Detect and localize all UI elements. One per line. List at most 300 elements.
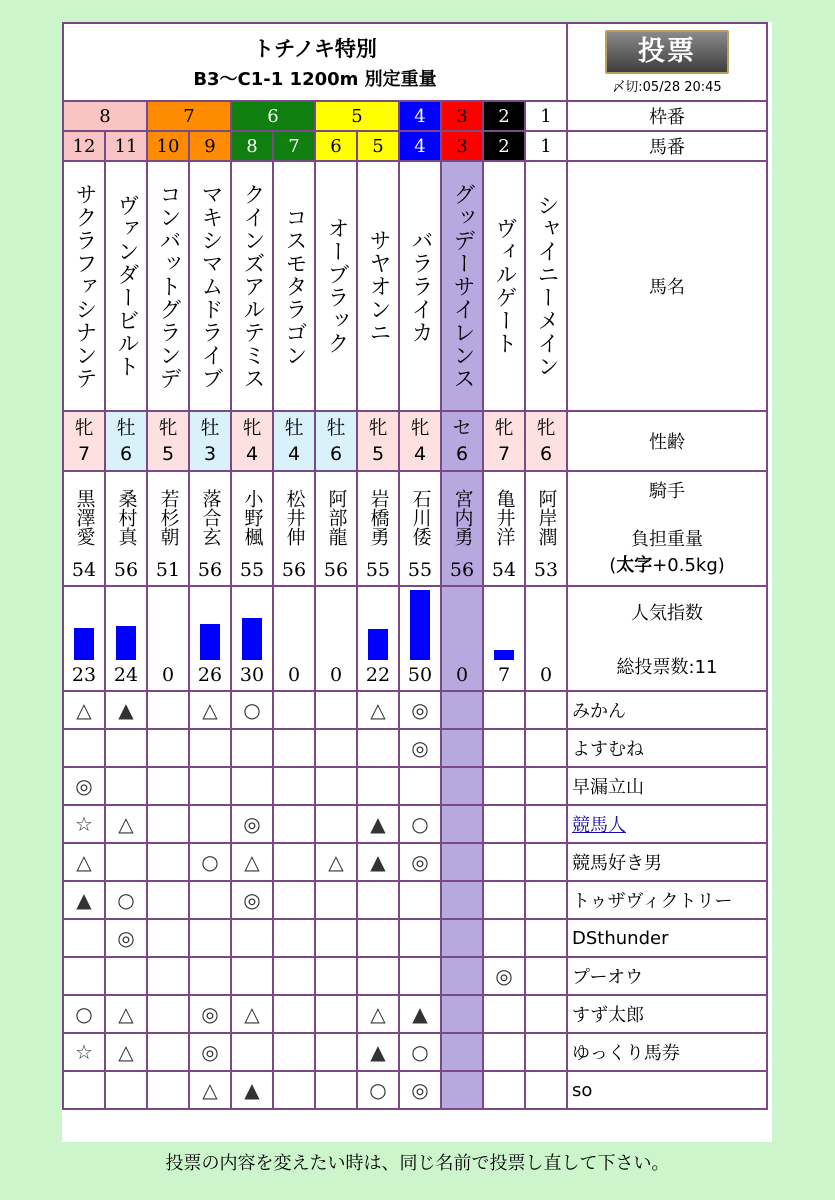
prediction-row [63, 767, 767, 805]
predictor-name: ゆっくり馬券 [572, 1043, 680, 1064]
predictor-name-cell [567, 995, 767, 1033]
horse-number: 2 [483, 131, 525, 161]
predictor-name: DSthunder [572, 927, 669, 949]
popularity-value: 0 [287, 664, 301, 686]
prediction-mark [63, 919, 105, 957]
carried-weight: 56 [197, 558, 223, 581]
prediction-mark [231, 1033, 273, 1071]
prediction-mark: △ [231, 843, 273, 881]
prediction-mark: ◎ [399, 1071, 441, 1109]
jockey-cell [441, 471, 483, 586]
prediction-mark [147, 767, 189, 805]
prediction-mark [399, 919, 441, 957]
prediction-mark: △ [315, 843, 357, 881]
predictor-name-cell [567, 729, 767, 767]
sex-age-cell [357, 411, 399, 471]
prediction-mark [441, 729, 483, 767]
horse-number-label-text: 馬番 [649, 137, 685, 158]
prediction-mark: ○ [399, 1033, 441, 1071]
prediction-mark [189, 729, 231, 767]
carried-weight: 54 [71, 558, 97, 581]
prediction-mark: △ [63, 691, 105, 729]
sex: 牡 [284, 417, 304, 439]
predictor-name: 早漏立山 [572, 777, 644, 798]
prediction-mark [483, 881, 525, 919]
frame-4: 4 [399, 101, 441, 131]
prediction-mark [273, 995, 315, 1033]
prediction-mark [147, 995, 189, 1033]
sex: 牡 [116, 417, 136, 439]
frame-6: 6 [231, 101, 315, 131]
prediction-mark: ◎ [231, 881, 273, 919]
prediction-mark: △ [105, 995, 147, 1033]
prediction-row [63, 957, 767, 995]
prediction-mark [441, 767, 483, 805]
prediction-mark [273, 805, 315, 843]
predictor-name: トゥザヴィクトリー [572, 891, 733, 912]
weight-note-rest: +0.5kg) [652, 554, 725, 576]
prediction-mark [63, 1071, 105, 1109]
popularity-cell [483, 586, 525, 691]
jockey-name: 松井伸 [283, 489, 306, 546]
predictor-name: よすむね [572, 739, 644, 760]
prediction-mark [441, 1033, 483, 1071]
prediction-mark: ◎ [231, 805, 273, 843]
horse-name[interactable]: サクラファシナンテ [72, 182, 97, 390]
jockey-label: 騎手 [649, 480, 685, 502]
prediction-mark: ◎ [399, 843, 441, 881]
popularity-cell [231, 586, 273, 691]
horse-name-cell[interactable] [357, 161, 399, 411]
popularity-value: 23 [71, 664, 97, 686]
popularity-bar [116, 626, 136, 660]
jockey-name: 阿部龍 [325, 489, 348, 546]
prediction-row [63, 843, 767, 881]
prediction-mark [147, 729, 189, 767]
prediction-mark [483, 1071, 525, 1109]
jockey-name: 桑村真 [115, 489, 138, 546]
sex: 牝 [494, 417, 514, 439]
sex-age-cell [315, 411, 357, 471]
prediction-mark: ◎ [483, 957, 525, 995]
sex-age-cell [441, 411, 483, 471]
jockey-cell [147, 471, 189, 586]
frame-label [567, 101, 767, 131]
horse-number-row [63, 131, 767, 161]
jockey-name: 宮内勇 [451, 489, 474, 546]
age: 4 [413, 443, 427, 465]
age: 4 [245, 443, 259, 465]
prediction-mark [147, 1033, 189, 1071]
prediction-mark [273, 1033, 315, 1071]
popularity-value: 24 [113, 664, 139, 686]
prediction-mark [315, 919, 357, 957]
prediction-mark: ◎ [189, 995, 231, 1033]
prediction-mark [525, 767, 567, 805]
prediction-mark [105, 843, 147, 881]
horse-name-cell[interactable] [63, 161, 105, 411]
popularity-cell [357, 586, 399, 691]
prediction-row [63, 881, 767, 919]
total-votes: 総投票数:11 [616, 656, 718, 678]
race-title-cell [63, 23, 567, 101]
vote-button[interactable]: 投票 [605, 30, 729, 74]
popularity-value: 50 [407, 664, 433, 686]
popularity-cell [315, 586, 357, 691]
prediction-mark [189, 767, 231, 805]
predictor-link[interactable]: 競馬人 [572, 815, 626, 836]
sex-age-cell [105, 411, 147, 471]
jockey-cell [357, 471, 399, 586]
prediction-mark [525, 729, 567, 767]
prediction-mark: ○ [105, 881, 147, 919]
popularity-cell [147, 586, 189, 691]
age: 3 [203, 443, 217, 465]
jockey-cell [63, 471, 105, 586]
prediction-row [63, 995, 767, 1033]
prediction-mark: ○ [63, 995, 105, 1033]
prediction-mark: △ [231, 995, 273, 1033]
jockey-cell [525, 471, 567, 586]
carried-weight: 54 [491, 558, 517, 581]
predictor-name-cell [567, 1071, 767, 1109]
prediction-mark [441, 843, 483, 881]
popularity-cell [189, 586, 231, 691]
horse-number: 8 [231, 131, 273, 161]
prediction-mark [441, 805, 483, 843]
horse-name[interactable]: グッデーサイレンス [450, 182, 475, 390]
jockey-cell [105, 471, 147, 586]
prediction-mark: ○ [189, 843, 231, 881]
prediction-mark [525, 919, 567, 957]
sex: 牝 [74, 417, 94, 439]
popularity-bar [494, 650, 514, 660]
sex: 牝 [242, 417, 262, 439]
popularity-cell [105, 586, 147, 691]
popularity-value: 0 [161, 664, 175, 686]
prediction-mark [525, 1033, 567, 1071]
prediction-row [63, 691, 767, 729]
age: 7 [77, 443, 91, 465]
frame-5: 5 [315, 101, 399, 131]
sex-age-cell [525, 411, 567, 471]
prediction-mark: ◎ [399, 691, 441, 729]
prediction-mark: △ [189, 1071, 231, 1109]
frame-label-text: 枠番 [649, 107, 685, 128]
carried-weight: 56 [113, 558, 139, 581]
prediction-mark [483, 843, 525, 881]
prediction-mark [189, 957, 231, 995]
horse-name-cell[interactable] [483, 161, 525, 411]
horse-name-cell[interactable] [105, 161, 147, 411]
horse-name[interactable]: オーブラック [324, 217, 349, 355]
jockey-name: 阿岸潤 [535, 489, 558, 546]
popularity-cell [441, 586, 483, 691]
prediction-mark [525, 1071, 567, 1109]
prediction-mark [105, 1071, 147, 1109]
prediction-mark [483, 995, 525, 1033]
predictor-name-cell [567, 843, 767, 881]
prediction-mark [315, 691, 357, 729]
horse-name[interactable]: コスモタラゴン [282, 205, 307, 367]
predictor-name-cell [567, 691, 767, 729]
prediction-mark [189, 805, 231, 843]
prediction-mark [231, 767, 273, 805]
horse-name-cell[interactable] [147, 161, 189, 411]
prediction-mark [189, 881, 231, 919]
carried-weight: 56 [323, 558, 349, 581]
prediction-mark [273, 691, 315, 729]
prediction-mark [147, 843, 189, 881]
prediction-mark: ○ [357, 1071, 399, 1109]
prediction-mark [525, 957, 567, 995]
prediction-mark [483, 729, 525, 767]
predictor-name-cell [567, 957, 767, 995]
popularity-bar [368, 629, 388, 660]
prediction-mark [273, 919, 315, 957]
prediction-mark [105, 767, 147, 805]
carried-weight: 55 [365, 558, 391, 581]
prediction-mark [63, 729, 105, 767]
sex-age-label-text: 性齢 [649, 432, 685, 453]
horse-name[interactable]: シャイニーメイン [534, 194, 559, 378]
prediction-mark: ▲ [105, 691, 147, 729]
horse-number-label [567, 131, 767, 161]
prediction-mark: ▲ [231, 1071, 273, 1109]
carried-weight: 56 [449, 558, 475, 581]
frame-7: 7 [147, 101, 231, 131]
prediction-mark [525, 881, 567, 919]
prediction-mark [105, 957, 147, 995]
popularity-bar [242, 618, 262, 660]
horse-name-cell[interactable] [441, 161, 483, 411]
horse-number: 1 [525, 131, 567, 161]
horse-number: 9 [189, 131, 231, 161]
popularity-bar [410, 590, 430, 660]
prediction-mark [525, 691, 567, 729]
prediction-mark [273, 957, 315, 995]
predictor-name: みかん [572, 701, 626, 722]
prediction-mark [147, 919, 189, 957]
prediction-row [63, 805, 767, 843]
popularity-row [63, 586, 767, 691]
prediction-row [63, 1033, 767, 1071]
sex-age-cell [399, 411, 441, 471]
prediction-mark [399, 767, 441, 805]
horse-number: 12 [63, 131, 105, 161]
prediction-mark: △ [189, 691, 231, 729]
prediction-row [63, 1071, 767, 1109]
prediction-mark [483, 691, 525, 729]
prediction-mark [483, 919, 525, 957]
jockey-cell [273, 471, 315, 586]
horse-name-cell[interactable] [399, 161, 441, 411]
horse-name[interactable]: コンバットグランデ [156, 182, 181, 390]
prediction-mark [525, 843, 567, 881]
horse-name-row [63, 161, 767, 411]
age: 5 [161, 443, 175, 465]
prediction-mark [273, 767, 315, 805]
sex-age-cell [483, 411, 525, 471]
weight-note-open: ( [609, 554, 617, 576]
frame-3: 3 [441, 101, 483, 131]
prediction-mark [441, 691, 483, 729]
age: 6 [329, 443, 343, 465]
prediction-mark: ☆ [63, 805, 105, 843]
horse-number: 6 [315, 131, 357, 161]
popularity-cell [525, 586, 567, 691]
sex-age-label [567, 411, 767, 471]
prediction-mark: ◎ [399, 729, 441, 767]
jockey-cell [189, 471, 231, 586]
horse-number: 3 [441, 131, 483, 161]
prediction-mark [315, 1071, 357, 1109]
horse-name[interactable]: ヴィルゲート [492, 217, 517, 355]
prediction-mark [315, 729, 357, 767]
footer-note: 投票の内容を変えたい時は、同じ名前で投票し直して下さい。 [165, 1153, 670, 1174]
prediction-mark [63, 957, 105, 995]
popularity-value: 26 [197, 664, 223, 686]
predictor-name: 競馬好き男 [572, 853, 662, 874]
prediction-mark [231, 957, 273, 995]
jockey-name: 黒澤愛 [73, 489, 96, 546]
weight-note [568, 553, 766, 579]
prediction-mark [441, 881, 483, 919]
age: 6 [119, 443, 133, 465]
horse-name-cell[interactable] [525, 161, 567, 411]
sex-age-cell [273, 411, 315, 471]
title-row [63, 23, 767, 101]
prediction-mark [315, 881, 357, 919]
sex: 牝 [158, 417, 178, 439]
prediction-mark [441, 1071, 483, 1109]
prediction-mark [147, 1071, 189, 1109]
horse-name-cell[interactable] [231, 161, 273, 411]
jockey-row [63, 471, 767, 586]
prediction-mark: ▲ [357, 843, 399, 881]
horse-number: 4 [399, 131, 441, 161]
prediction-mark [147, 957, 189, 995]
horse-name-cell[interactable] [189, 161, 231, 411]
prediction-mark [315, 957, 357, 995]
predictor-name-cell[interactable] [567, 805, 767, 843]
prediction-mark: ▲ [357, 1033, 399, 1071]
weight-label: 負担重量 [631, 528, 703, 550]
horse-name-label [567, 161, 767, 411]
age: 7 [497, 443, 511, 465]
race-subtitle: B3〜C1-1 1200m 別定重量 [193, 69, 437, 90]
prediction-mark [231, 729, 273, 767]
prediction-mark: ▲ [63, 881, 105, 919]
frame-8: 8 [63, 101, 147, 131]
carried-weight: 55 [407, 558, 433, 581]
jockey-cell [231, 471, 273, 586]
frame-1: 1 [525, 101, 567, 131]
horse-name[interactable]: サヤオンニ [366, 228, 391, 344]
deadline-text: 〆切:05/28 20:45 [612, 79, 722, 95]
horse-number: 5 [357, 131, 399, 161]
popularity-bar [74, 628, 94, 660]
prediction-mark [147, 805, 189, 843]
popularity-value: 0 [329, 664, 343, 686]
popularity-cell [273, 586, 315, 691]
jockey-weight-label [567, 471, 767, 586]
jockey-name: 岩橋勇 [367, 489, 390, 546]
prediction-mark [483, 1033, 525, 1071]
popularity-cell [63, 586, 105, 691]
prediction-mark [441, 957, 483, 995]
race-table [62, 22, 768, 1110]
sex-age-row [63, 411, 767, 471]
age: 5 [371, 443, 385, 465]
predictor-name-cell [567, 767, 767, 805]
prediction-mark [357, 881, 399, 919]
prediction-mark: ○ [399, 805, 441, 843]
prediction-mark: △ [63, 843, 105, 881]
horse-name-cell[interactable] [315, 161, 357, 411]
age: 4 [287, 443, 301, 465]
prediction-mark [525, 805, 567, 843]
popularity-cell [399, 586, 441, 691]
horse-name[interactable]: バラライカ [408, 228, 433, 344]
prediction-mark: ☆ [63, 1033, 105, 1071]
popularity-label-text: 人気指数 [631, 602, 703, 624]
popularity-value: 22 [365, 664, 391, 686]
prediction-mark [273, 729, 315, 767]
horse-name[interactable]: ヴァンダービルト [114, 194, 139, 378]
prediction-mark [441, 995, 483, 1033]
prediction-mark [483, 805, 525, 843]
race-title: トチノキ特別 [253, 37, 377, 61]
predictor-name-cell [567, 881, 767, 919]
prediction-mark: ▲ [357, 805, 399, 843]
prediction-mark [357, 919, 399, 957]
prediction-mark: ◎ [105, 919, 147, 957]
carried-weight: 51 [155, 558, 181, 581]
prediction-mark [357, 957, 399, 995]
jockey-cell [315, 471, 357, 586]
horse-name[interactable]: クインズアルテミス [240, 182, 265, 390]
prediction-mark [357, 729, 399, 767]
sex: 牝 [368, 417, 388, 439]
weight-note-bold: 太字 [616, 554, 653, 576]
jockey-cell [399, 471, 441, 586]
horse-name[interactable]: マキシマムドライブ [198, 182, 223, 390]
prediction-mark [483, 767, 525, 805]
prediction-mark [231, 919, 273, 957]
predictor-name: すず太郎 [572, 1005, 645, 1026]
prediction-mark [315, 767, 357, 805]
frame-2: 2 [483, 101, 525, 131]
sex: 牝 [536, 417, 556, 439]
prediction-mark: △ [357, 691, 399, 729]
prediction-mark: ○ [231, 691, 273, 729]
carried-weight: 53 [533, 558, 559, 581]
predictor-name: プーオウ [572, 967, 644, 988]
prediction-mark [399, 957, 441, 995]
prediction-mark [357, 767, 399, 805]
prediction-mark [189, 919, 231, 957]
prediction-mark: △ [105, 1033, 147, 1071]
sex: 牡 [200, 417, 220, 439]
prediction-mark: ◎ [63, 767, 105, 805]
jockey-name: 若杉朝 [157, 489, 180, 546]
horse-name-cell[interactable] [273, 161, 315, 411]
prediction-mark: △ [105, 805, 147, 843]
sex-age-cell [147, 411, 189, 471]
popularity-value: 30 [239, 664, 265, 686]
prediction-mark [441, 919, 483, 957]
